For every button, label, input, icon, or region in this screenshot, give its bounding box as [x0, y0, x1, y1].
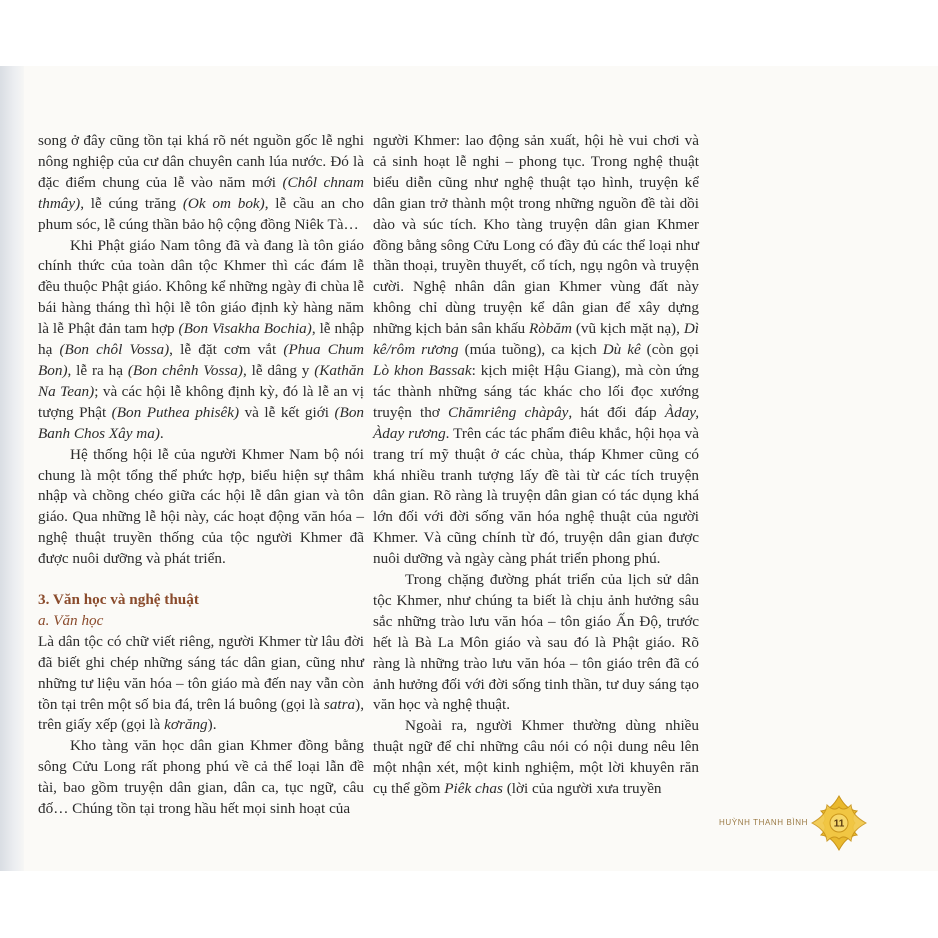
page-number: 11: [833, 818, 845, 830]
running-footer-author: HUỲNH THANH BÌNH: [719, 818, 809, 827]
left-column: [38, 131, 364, 820]
paragraph: Khi Phật giáo Nam tông đã và đang là tôn giáo chính thức của toàn dân tộc Khmer thì các đám lễ đều thuộc Phật giáo. Không kể những ngày đi chùa lễ bái hàng tháng thì hội lễ tôn giáo định kỳ hàng năm là lễ Phật đản tam hợp (Bon Visakha Bochia), lễ nhập hạ (Bon chôl Vossa), lễ đặt cơm vắt (Phua Chum Bon), lễ ra hạ (Bon chênh Vossa), lễ dâng y (Kathăn Na Tean); và các hội lễ không định kỳ, đó là lễ an vị tượng Phật (Bon Puthea phisêk) và lễ kết giới (Bon Banh Chos Xây ma).: [38, 236, 365, 442]
paragraph: song ở đây cũng tồn tại khá rõ nét nguồn gốc lễ nghi nông nghiệp của cư dân chuyên canh lúa nước. Đó là đặc điểm chung của lễ vào năm mới (Chôl chnam thmây), lễ cúng trăng (Ok om bok), lễ cầu an cho phum sóc, lễ cúng thần bảo hộ cộng đồng Niêk Tà…: [38, 132, 364, 233]
page-spine-shadow: [0, 66, 24, 871]
paragraph: Hệ thống hội lễ của người Khmer Nam bộ nói chung là một tổng thể phức hợp, biểu hiện sự thâm nhập và chồng chéo giữa các hội lễ dân gian và tôn giáo. Qua những lễ hội này, các hoạt động văn hóa – nghệ thuật truyền thống của tộc người Khmer đã được nuôi dưỡng và phát triển.: [38, 445, 364, 568]
page-number-ornament-icon: [810, 794, 868, 852]
paragraph: Ngoài ra, người Khmer thường dùng nhiều thuật ngữ để chỉ những câu nói có nội dung nêu lên một nhận xét, một kinh nghiệm, một lời khuyên răn cụ thể gồm Piêk chas (lời của người xưa truyền: [373, 717, 699, 798]
right-column: [373, 131, 699, 800]
paragraph: Là dân tộc có chữ viết riêng, người Khmer từ lâu đời đã biết ghi chép những sáng tác dân gian, cũng như những tư liệu văn hóa – tôn giáo mà đến nay vẫn còn tồn tại trên một số bia đá, trên lá buông (gọi là satra), trên giấy xếp (gọi là kơrăng).: [38, 632, 364, 734]
paragraph: Trong chặng đường phát triển của lịch sử dân tộc Khmer, như chúng ta biết là chịu ảnh hưởng sâu sắc những trào lưu văn hóa – tôn giáo Ấn Độ, trước hết là Bà La Môn giáo và sau đó là Phật giáo. Rõ ràng là những trào lưu văn hóa – tôn giáo trên đã có ảnh hưởng đối với đời sống tinh thần, tư duy sáng tạo văn học và nghệ thuật.: [373, 571, 699, 714]
paragraph: người Khmer: lao động sản xuất, hội hè vui chơi và cả sinh hoạt lễ nghi – phong tục. Trong nghệ thuật biểu diễn cũng như nghệ thuật tạo hình, truyện kể dân gian trở thành một trong những nguồn đề tài dồi dào và súc tích. Kho tàng truyện dân gian Khmer đồng bằng sông Cửu Long có đầy đủ các thể loại như thần thoại, truyền thuyết, cổ tích, ngụ ngôn và truyện cười. Nghệ nhân dân gian Khmer vùng đất này không chỉ dùng truyện kể dân gian để xây dựng những kịch bản sân khấu Ròbăm (vũ kịch mặt nạ), Dì kê/rôm rương (múa tuồng), ca kịch Dù kê (còn gọi Lò khon Bassak: kịch miệt Hậu Giang), mà còn ứng tác thành những sáng tác khác cho lối đọc xướng truyện thơ Chămriêng chàpây, hát đối đáp Àday, Àday rương. Trên các tác phẩm điêu khắc, hội họa và trang trí mỹ thuật ở các chùa, tháp Khmer cũng có khá nhiều tranh tượng lấy đề tài từ các tích truyện dân gian. Rõ ràng là truyện dân gian có tác dụng khá lớn đối với đời sống văn hóa nghệ thuật của người Khmer. Và cũng chính từ đó, truyện dân gian được nuôi dưỡng và ngày càng phát triển phong phú.: [373, 132, 699, 568]
section-heading: 3. Văn học và nghệ thuật: [38, 591, 199, 609]
paragraph: Kho tàng văn học dân gian Khmer đồng bằng sông Cửu Long rất phong phú về cả thể loại lẫn đề tài, bao gồm truyện dân gian, dân ca, tục ngữ, câu đố… Chúng tồn tại trong hầu hết mọi sinh hoạt của: [38, 737, 364, 818]
subsection-heading: a. Văn học: [38, 611, 104, 629]
